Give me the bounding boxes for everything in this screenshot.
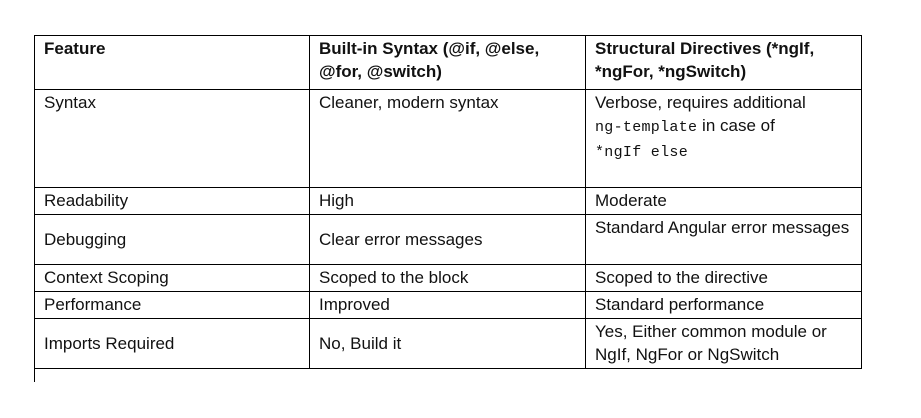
- cell-feature: Syntax: [35, 90, 310, 188]
- cell-builtin: Cleaner, modern syntax: [310, 90, 586, 188]
- cell-builtin: Clear error messages: [310, 215, 586, 265]
- cell-builtin: Improved: [310, 292, 586, 319]
- code-ngif-else: *ngIf else: [595, 144, 689, 161]
- table-row-debugging: [35, 215, 862, 265]
- header-feature: Feature: [35, 36, 310, 90]
- table-row-readability: [35, 188, 862, 215]
- cell-builtin: No, Build it: [310, 319, 586, 369]
- cell-builtin: High: [310, 188, 586, 215]
- cell-feature: Context Scoping: [35, 265, 310, 292]
- comparison-table: [34, 35, 862, 369]
- text-cursor: [34, 358, 35, 382]
- cell-structural: Standard performance: [586, 292, 862, 319]
- cell-structural: Moderate: [586, 188, 862, 215]
- cell-structural-text: Verbose, requires additional: [595, 93, 806, 112]
- cell-feature: Imports Required: [35, 319, 310, 369]
- cell-structural: [586, 90, 862, 188]
- table-row-syntax: [35, 90, 862, 188]
- cell-builtin: Scoped to the block: [310, 265, 586, 292]
- cell-structural: Yes, Either common module or NgIf, NgFor or NgSwitch: [586, 319, 862, 369]
- table-row-imports-required: [35, 319, 862, 369]
- table-row-context-scoping: [35, 265, 862, 292]
- cell-feature: Performance: [35, 292, 310, 319]
- cell-structural: Standard Angular error messages: [586, 215, 862, 265]
- cell-structural-text-middle: in case of: [697, 116, 775, 135]
- cell-feature: Debugging: [35, 215, 310, 265]
- cell-structural: Scoped to the directive: [586, 265, 862, 292]
- table-row-performance: [35, 292, 862, 319]
- code-ng-template: ng-template: [595, 119, 698, 136]
- header-structural-directives: Structural Directives (*ngIf, *ngFor, *ngSwitch): [586, 36, 862, 90]
- header-builtin-syntax: Built-in Syntax (@if, @else, @for, @switch): [310, 36, 586, 90]
- table-header-row: [35, 36, 862, 90]
- cell-feature: Readability: [35, 188, 310, 215]
